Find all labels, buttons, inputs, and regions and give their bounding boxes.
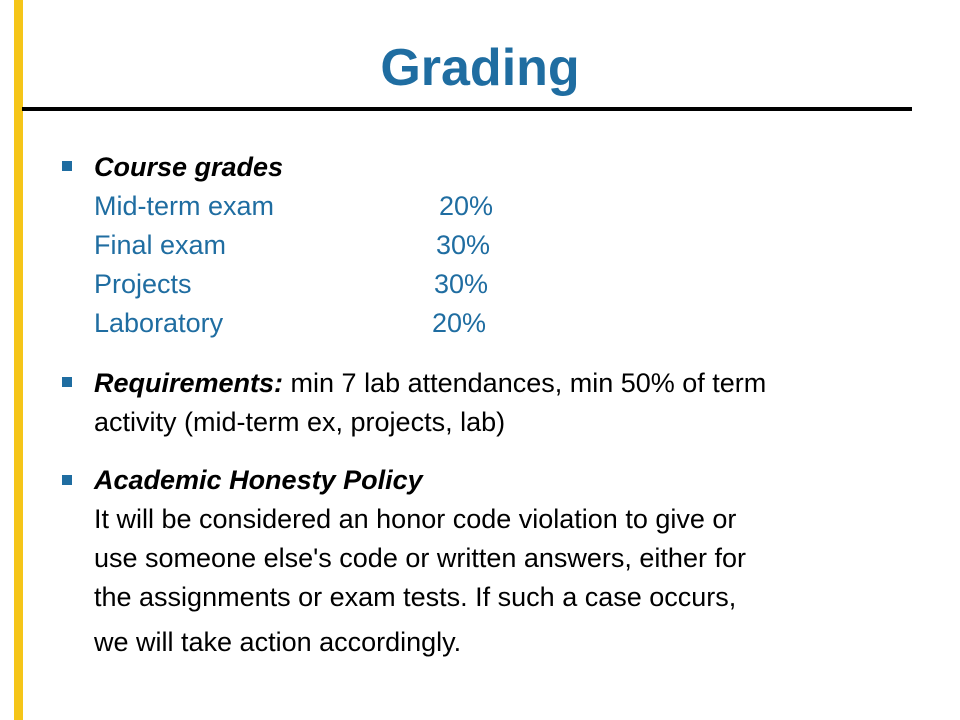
requirements-section <box>94 364 766 442</box>
title-divider <box>22 107 912 111</box>
grade-percent: 30% <box>436 230 491 260</box>
grade-row <box>94 187 494 226</box>
honesty-line: use someone else's code or written answers, either for <box>94 543 746 573</box>
requirements-line-1 <box>94 364 766 403</box>
honesty-heading: Academic Honesty Policy <box>94 465 423 495</box>
grade-name: Projects <box>94 269 192 299</box>
grade-name: Final exam <box>94 230 227 260</box>
course-grades-section <box>94 148 494 343</box>
grade-name: Laboratory <box>94 308 224 338</box>
requirements-label: Requirements: <box>94 368 284 398</box>
grade-percent: 20% <box>432 308 487 338</box>
honesty-line: It will be considered an honor code violation to give or <box>94 504 737 534</box>
requirements-line-2: activity (mid-term ex, projects, lab) <box>94 407 506 437</box>
grade-percent: 30% <box>434 269 489 299</box>
honesty-line: we will take action accordingly. <box>94 627 462 657</box>
course-grades-heading: Course grades <box>94 152 284 182</box>
requirements-text: min 7 lab attendances, min 50% of term <box>283 368 767 398</box>
square-bullet-icon <box>62 161 72 171</box>
grade-row <box>94 304 487 343</box>
grade-percent: 20% <box>439 191 494 221</box>
square-bullet-icon <box>62 475 72 485</box>
grade-row <box>94 265 489 304</box>
grade-row <box>94 226 491 265</box>
square-bullet-icon <box>62 377 72 387</box>
honesty-section <box>94 461 746 662</box>
grade-name: Mid-term exam <box>94 191 275 221</box>
honesty-line: the assignments or exam tests. If such a case occurs, <box>94 582 737 612</box>
slide-title: Grading <box>380 39 580 97</box>
